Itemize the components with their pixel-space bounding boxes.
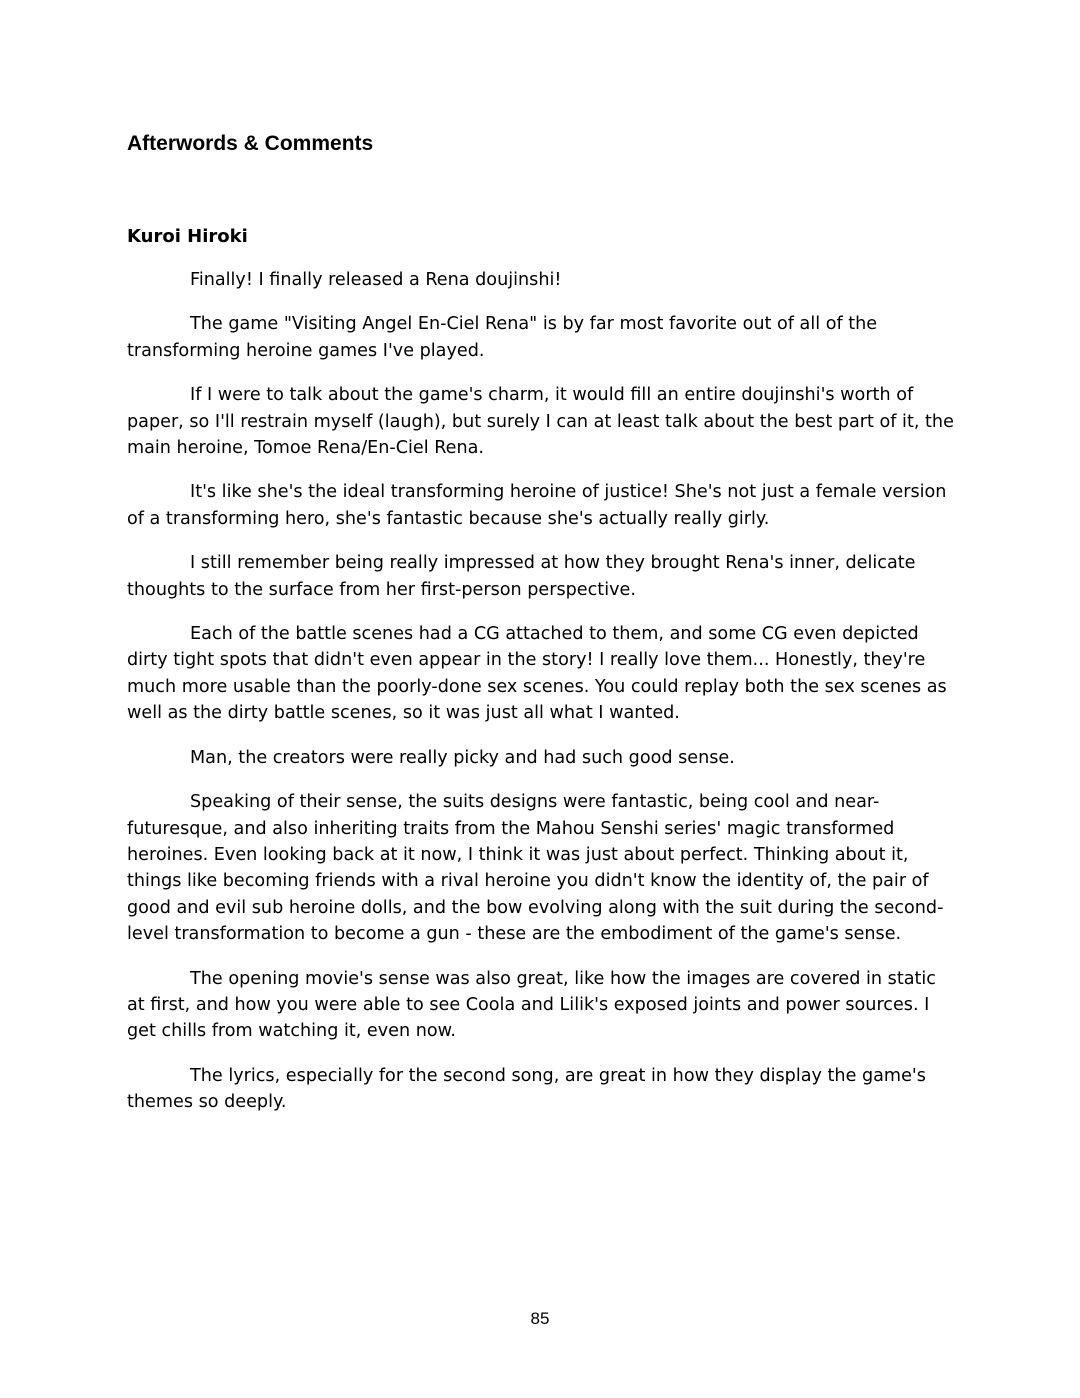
page-number: 85 bbox=[530, 1309, 550, 1328]
paragraph: Man, the creators were really picky and had such good sense. bbox=[190, 747, 735, 768]
paragraph: The opening movie's sense was also great, like how the images are covered in static at first, and how you were able to see Coola and Lilik's exposed joints and power sources. I get chills from watching it, even now. bbox=[127, 968, 936, 1042]
paragraph: I still remember being really impressed at how they brought Rena's inner, delicate thoughts to the surface from her first-person perspective. bbox=[127, 553, 916, 600]
paragraph: Speaking of their sense, the suits designs were fantastic, being cool and near-futuresque, and also inheriting traits from the Mahou Senshi series' magic transformed heroines. Even looking back at it now, I think it was just about perfect. Thinking about it, things like becoming friends with a rival heroine you didn't know the identity of, the pair of good and evil sub heroine dolls, and the bow evolving along with the suit during the second-level transformation to become a gun - these are the embodiment of the game's sense. bbox=[127, 792, 944, 945]
section-title: Afterwords & Comments bbox=[127, 132, 374, 155]
paragraph: If I were to talk about the game's charm, it would fill an entire doujinshi's worth of paper, so I'll restrain myself (laugh), but surely I can at least talk about the best part of it, the main heroine, Tomoe Rena/En-Ciel Rena. bbox=[127, 385, 954, 459]
paragraph: The lyrics, especially for the second song, are great in how they display the game's themes so deeply. bbox=[127, 1065, 926, 1113]
paragraph: It's like she's the ideal transforming heroine of justice! She's not just a female version of a transforming hero, she's fantastic because she's actually really girly. bbox=[127, 482, 947, 529]
paragraph: Each of the battle scenes had a CG attached to them, and some CG even depicted dirty tight spots that didn't even appear in the story! I really love them... Honestly, they're much more usable than the poorly-done sex scenes. You could replay both the sex scenes as well as the dirty battle scenes, so it was just all what I wanted. bbox=[127, 624, 947, 724]
paragraph: The game "Visiting Angel En-Ciel Rena" is by far most favorite out of all of the transforming heroine games I've played. bbox=[127, 314, 878, 361]
author-name: Kuroi Hiroki bbox=[127, 226, 248, 247]
body-text bbox=[127, 267, 957, 1134]
paragraph: Finally! I finally released a Rena doujinshi! bbox=[190, 270, 562, 290]
